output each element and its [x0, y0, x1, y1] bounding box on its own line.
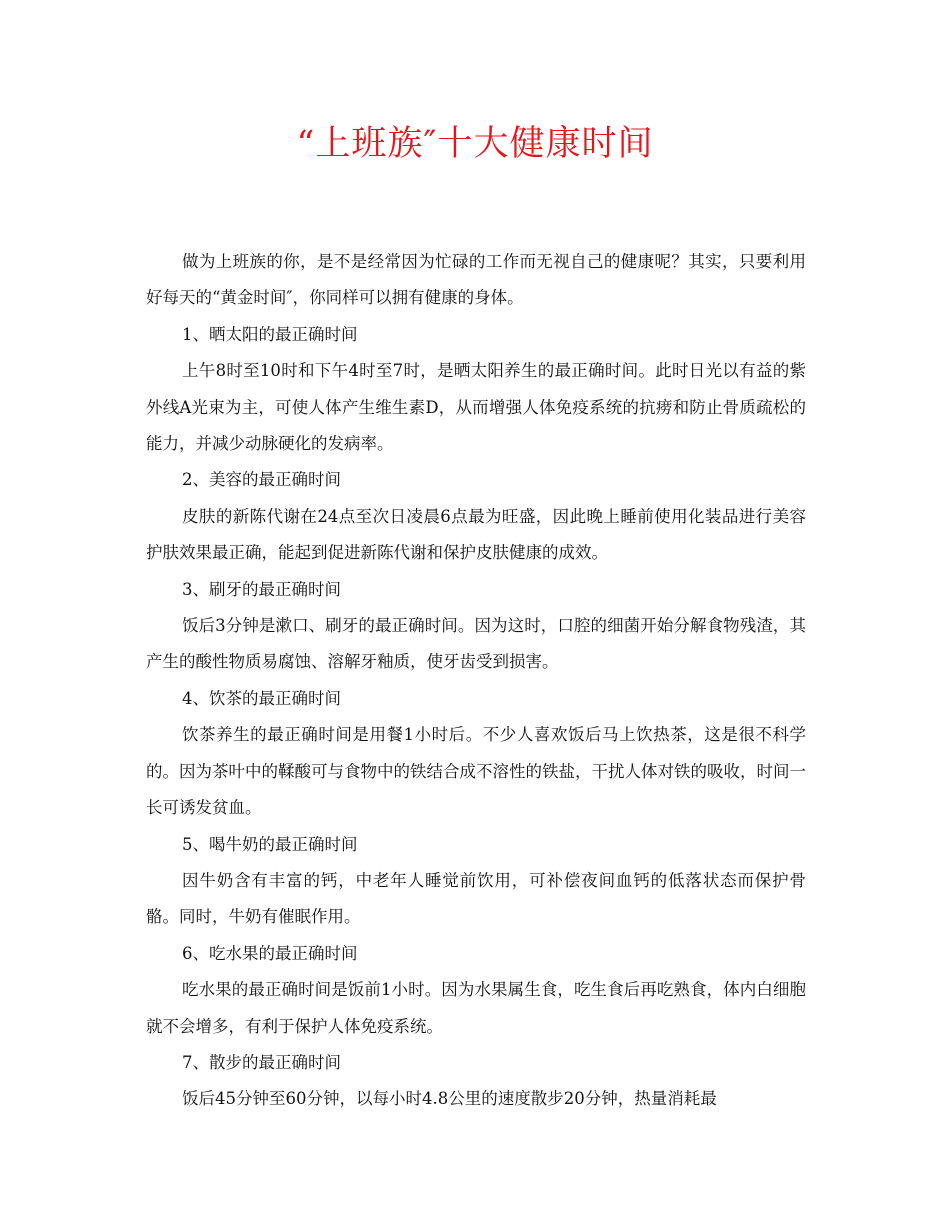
document-title: “上班族″十大健康时间: [296, 124, 654, 164]
document-body: [146, 244, 806, 1118]
section-text-tea: 饮茶养生的最正确时间是用餐1小时后。不少人喜欢饭后马上饮热茶，这是很不科学的。因为茶叶中的鞣酸可与食物中的铁结合成不溶性的铁盐，干扰人体对铁的吸收，时间一长可诱发贫血。: [146, 725, 806, 818]
section-heading-skincare: 2、美容的最正确时间: [182, 470, 341, 490]
section-heading-walking: 7、散步的最正确时间: [182, 1052, 341, 1072]
section-heading-fruit: 6、吃水果的最正确时间: [182, 943, 358, 963]
section-heading-brushing: 3、刷牙的最正确时间: [182, 579, 341, 599]
section-text-fruit: 吃水果的最正确时间是饭前1小时。因为水果属生食，吃生食后再吃熟食，体内白细胞就不会增多，有利于保护人体免疫系统。: [146, 980, 806, 1036]
section-heading-milk: 5、喝牛奶的最正确时间: [182, 834, 358, 854]
section-heading-sunbathing: 1、晒太阳的最正确时间: [182, 324, 358, 344]
section-text-sunbathing: 上午8时至10时和下午4时至7时，是晒太阳养生的最正确时间。此时日光以有益的紫外线A光束为主，可使人体产生维生素D，从而增强人体免疫系统的抗痨和防止骨质疏松的能力，并减少动脉硬化的发病率。: [146, 361, 806, 454]
section-text-milk: 因牛奶含有丰富的钙，中老年人睡觉前饮用，可补偿夜间血钙的低落状态而保护骨骼。同时，牛奶有催眠作用。: [146, 870, 806, 927]
intro-paragraph: 做为上班族的你，是不是经常因为忙碌的工作而无视自己的健康呢？其实，只要利用好每天的“黄金时间″，你同样可以拥有健康的身体。: [146, 252, 806, 308]
section-heading-tea: 4、饮茶的最正确时间: [182, 688, 341, 708]
section-text-brushing: 饭后3分钟是漱口、刷牙的最正确时间。因为这时，口腔的细菌开始分解食物残渣，其产生的酸性物质易腐蚀、溶解牙釉质，使牙齿受到损害。: [146, 616, 806, 672]
section-text-skincare: 皮肤的新陈代谢在24点至次日凌晨6点最为旺盛，因此晚上睡前使用化装品进行美容护肤效果最正确，能起到促进新陈代谢和保护皮肤健康的成效。: [146, 506, 806, 563]
section-text-walking: 饭后45分钟至60分钟，以每小时4.8公里的速度散步20分钟，热量消耗最: [182, 1089, 717, 1109]
